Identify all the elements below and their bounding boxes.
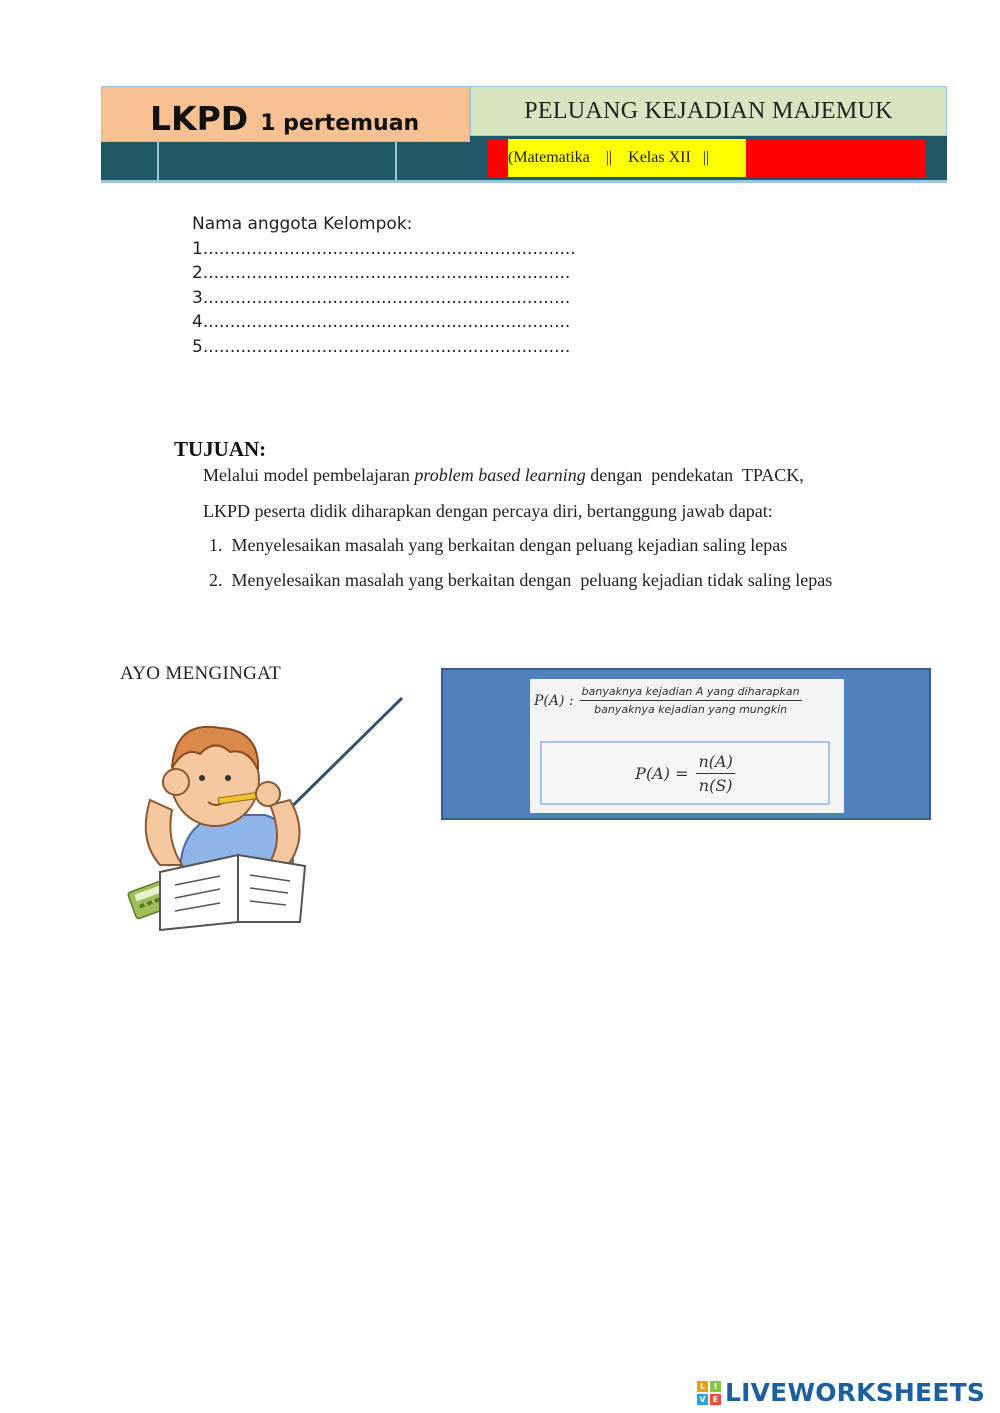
- student-studying-icon: [120, 690, 410, 940]
- logo-letter: V: [697, 1394, 708, 1405]
- formula2-lhs: P(A) =: [635, 763, 689, 783]
- header-banner: [101, 86, 947, 184]
- formula-box: [441, 668, 931, 820]
- logo-mark-icon: [697, 1381, 721, 1405]
- formula2-denominator: n(S): [698, 775, 733, 795]
- subject-yellow-strip: [508, 139, 746, 177]
- members-heading: Nama anggota Kelompok:: [192, 214, 413, 234]
- formula1-fraction: [580, 685, 802, 716]
- logo-letter: E: [710, 1394, 721, 1405]
- header-right-band: [470, 136, 947, 183]
- member-line-1[interactable]: 1.....................................................................: [192, 238, 576, 259]
- objective-item-2: 2. Menyelesaikan masalah yang berkaitan dengan peluang kejadian tidak saling lepas: [209, 570, 833, 590]
- formula1-denominator: banyaknya kejadian yang mungkin: [594, 703, 788, 716]
- subject-label: (Matematika || Kelas XII ||: [508, 149, 710, 166]
- reminder-heading: AYO MENGINGAT: [120, 663, 282, 684]
- objectives-line-1: Melalui model pembelajaran problem based learning dengan pendekatan TPACK,: [203, 465, 804, 485]
- logo-text: LIVEWORKSHEETS: [725, 1378, 986, 1407]
- formula2-numerator: n(A): [696, 752, 734, 774]
- objectives-line-2: LKPD peserta didik diharapkan dengan percaya diri, bertanggung jawab dapat:: [203, 501, 773, 521]
- formula-panel: [530, 679, 844, 813]
- sheet-title: PELUANG KEJADIAN MAJEMUK: [524, 97, 893, 124]
- member-line-3[interactable]: 3....................................................................: [192, 287, 571, 308]
- member-line-2[interactable]: 2....................................................................: [192, 263, 571, 283]
- formula1-lhs: P(A) :: [534, 692, 574, 709]
- member-line-5[interactable]: 5....................................................................: [192, 336, 571, 357]
- member-line-4[interactable]: 4....................................................................: [192, 312, 571, 332]
- objectives-heading: TUJUAN:: [174, 437, 267, 461]
- header-title-cell: [470, 86, 947, 136]
- liveworksheets-logo[interactable]: [697, 1378, 985, 1407]
- lkpd-label: LKPD: [150, 99, 249, 138]
- header-left-band: [101, 142, 470, 183]
- formula2-fraction: [696, 752, 734, 795]
- header-lkpd-cell: [101, 86, 470, 142]
- group-members: [192, 212, 576, 359]
- formula1-numerator: banyaknya kejadian A yang diharapkan: [580, 685, 802, 701]
- probability-definition: [534, 685, 802, 716]
- band-divider: [157, 142, 159, 180]
- probability-formula: [540, 741, 830, 805]
- band-divider: [395, 142, 397, 180]
- objective-item-1: 1. Menyelesaikan masalah yang berkaitan dengan peluang kejadian saling lepas: [209, 535, 788, 555]
- meeting-label: 1 pertemuan: [260, 111, 420, 136]
- logo-letter: L: [697, 1381, 708, 1392]
- logo-letter: I: [710, 1381, 721, 1392]
